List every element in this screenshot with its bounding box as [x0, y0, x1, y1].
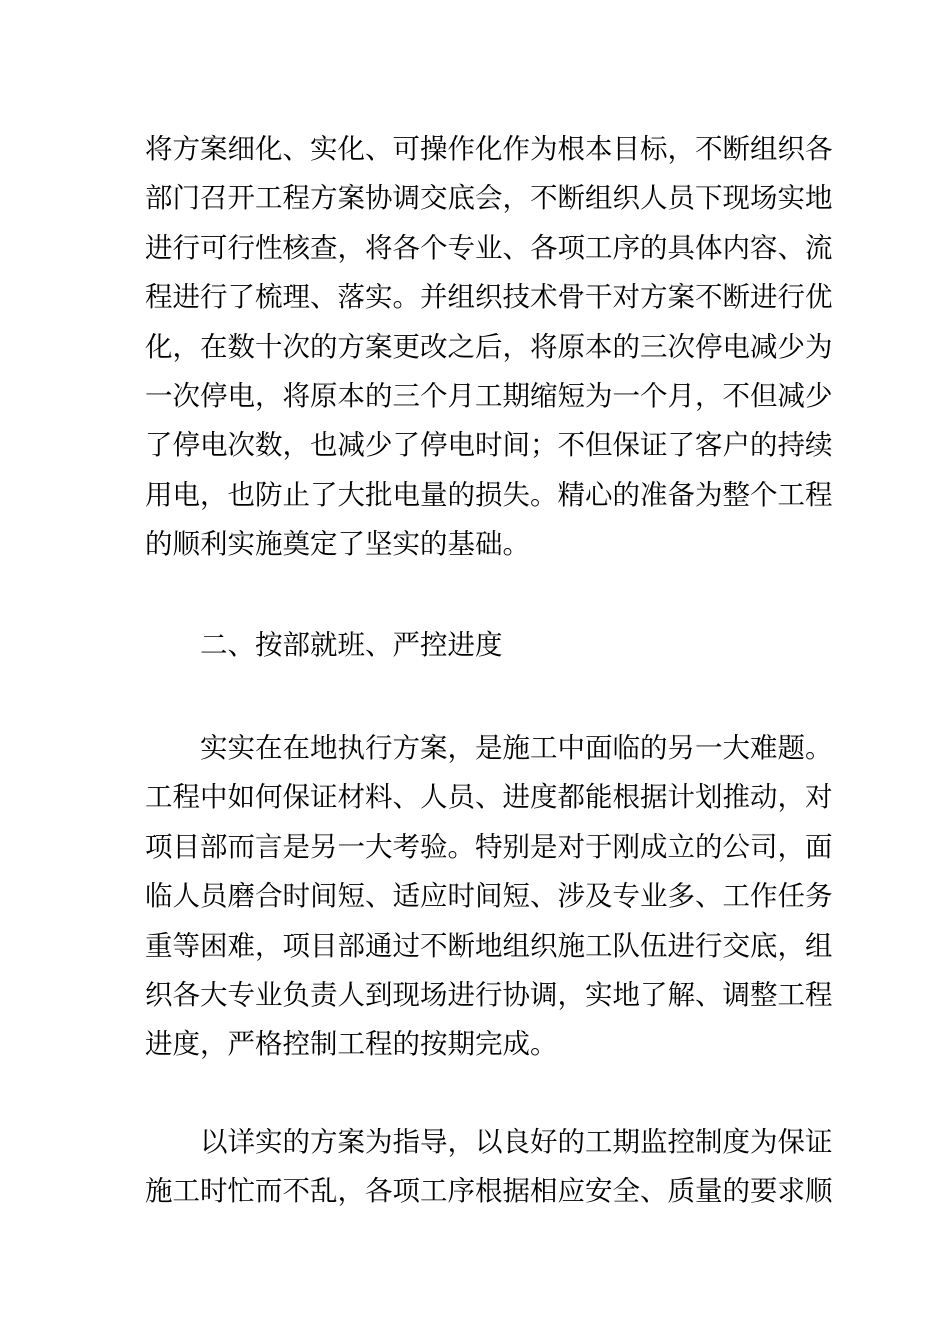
paragraph-line: 以详实的方案为指导，以良好的工期监控制度为保证 [200, 1126, 833, 1158]
paragraph-3 [145, 1118, 833, 1217]
paragraph-line: 的顺利实施奠定了坚实的基础。 [145, 528, 530, 561]
section-heading: 二、按部就班、严控进度 [200, 629, 503, 661]
paragraph-line: 将方案细化、实化、可操作化作为根本目标，不断组织各 [145, 133, 833, 165]
paragraph-line: 程进行了梳理、落实。并组织技术骨干对方案不断进行优 [145, 281, 833, 314]
paragraph-line: 临人员磨合时间短、适应时间短、涉及专业多、工作任务 [145, 880, 833, 913]
paragraph-1 [145, 125, 833, 570]
paragraph-line: 化，在数十次的方案更改之后，将原本的三次停电减少为 [145, 330, 833, 363]
paragraph-line: 施工时忙而不乱，各项工序根据相应安全、质量的要求顺 [145, 1175, 833, 1208]
paragraph-line: 进行可行性核查，将各个专业、各项工序的具体内容、流 [145, 231, 833, 264]
paragraph-line: 重等困难，项目部通过不断地组织施工队伍进行交底，组 [145, 929, 833, 962]
paragraph-2 [145, 724, 833, 1070]
paragraph-line: 了停电次数，也减少了停电时间；不但保证了客户的持续 [145, 429, 833, 462]
section-heading-block [145, 621, 810, 670]
paragraph-line: 项目部而言是另一大考验。特别是对于刚成立的公司，面 [145, 830, 833, 863]
paragraph-line: 部门召开工程方案协调交底会，不断组织人员下现场实地 [145, 182, 833, 215]
paragraph-line: 进度，严格控制工程的按期完成。 [145, 1028, 558, 1061]
paragraph-line: 织各大专业负责人到现场进行协调，实地了解、调整工程 [145, 978, 833, 1011]
paragraph-line: 用电，也防止了大批电量的损失。精心的准备为整个工程 [145, 478, 833, 511]
paragraph-line: 一次停电，将原本的三个月工期缩短为一个月，不但减少 [145, 379, 833, 412]
paragraph-line: 工程中如何保证材料、人员、进度都能根据计划推动，对 [145, 781, 833, 814]
paragraph-line: 实实在在地执行方案，是施工中面临的另一大难题。 [200, 732, 833, 764]
